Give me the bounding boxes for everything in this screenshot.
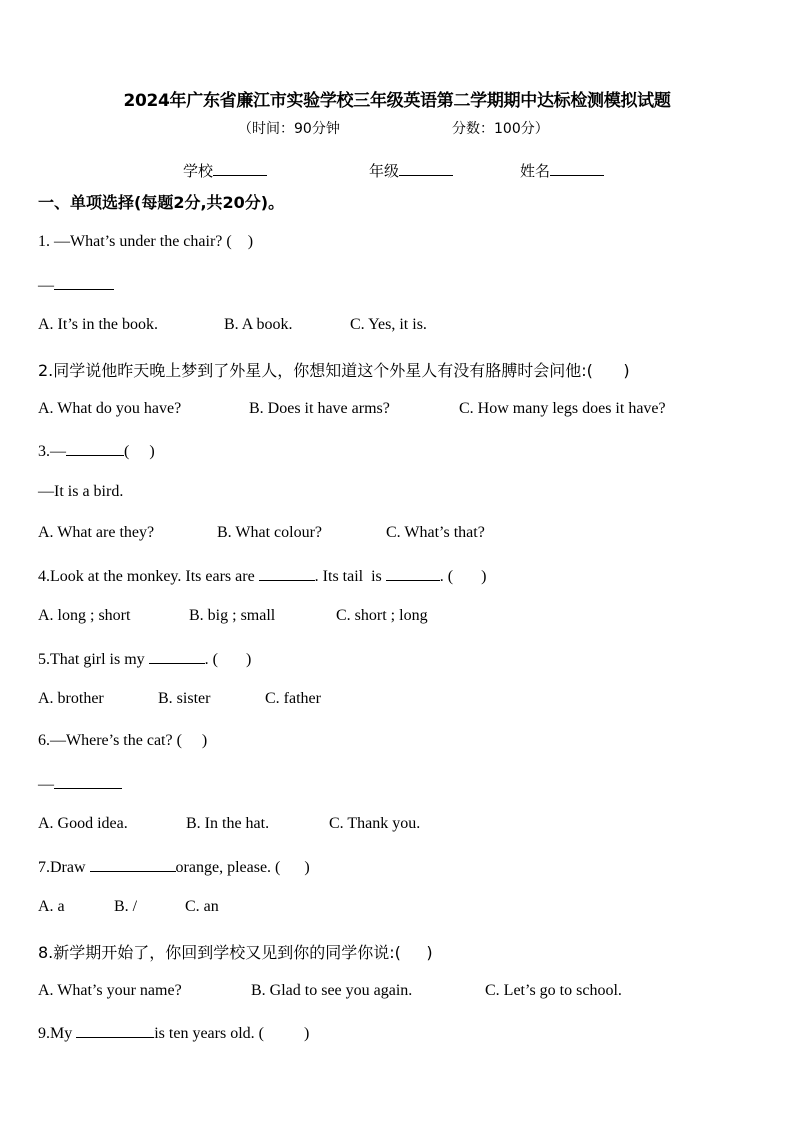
question-6: 6.—Where’s the cat? ( ) (38, 732, 208, 749)
school-field (183, 160, 267, 181)
option-4c: C. short ; long (336, 607, 428, 624)
option-7c: C. an (185, 898, 219, 915)
question-7-prefix: 7.Draw (38, 859, 90, 876)
question-6-dash: — (38, 776, 54, 793)
question-6-answer (38, 774, 122, 794)
name-blank (550, 161, 604, 176)
name-field (520, 160, 604, 181)
question-4-suffix: . ( ) (439, 568, 487, 585)
question-9-suffix: is ten years old. ( ) (154, 1025, 310, 1042)
grade-field (369, 160, 453, 181)
question-8: 8.新学期开始了，你回到学校又见到你的同学你说:( ) (38, 943, 433, 962)
question-3 (38, 441, 155, 461)
answer-blank (90, 857, 176, 872)
answer-blank (54, 275, 114, 290)
question-5-prefix: 5.That girl is my (38, 651, 149, 668)
question-4-mid: . Its tail is (314, 568, 386, 585)
page-title: 2024年广东省廉江市实验学校三年级英语第二学期期中达标检测模拟试题 (123, 91, 671, 111)
grade-blank (399, 161, 453, 176)
question-4 (38, 566, 486, 586)
question-7-suffix: orange, please. ( ) (175, 859, 310, 876)
option-1a: A. It’s in the book. (38, 316, 158, 333)
question-7 (38, 857, 310, 877)
option-3a: A. What are they? (38, 524, 155, 541)
question-1-answer (38, 275, 114, 295)
question-5-suffix: . ( ) (204, 651, 252, 668)
answer-blank (259, 566, 315, 581)
option-4b: B. big ; small (189, 607, 276, 624)
question-4-prefix: 4.Look at the monkey. Its ears are (38, 568, 259, 585)
exam-score: 分数：100分） (452, 121, 549, 137)
option-4a: A. long ; short (38, 607, 131, 624)
answer-blank (76, 1023, 154, 1038)
option-6b: B. In the hat. (186, 815, 270, 832)
question-9-prefix: 9.My (38, 1025, 77, 1042)
name-label: 姓名 (520, 162, 551, 180)
option-7a: A. a (38, 898, 65, 915)
school-label: 学校 (183, 162, 214, 180)
question-1: 1. —What’s under the chair? ( ) (38, 233, 254, 250)
option-1c: C. Yes, it is. (350, 316, 427, 333)
option-2c: C. How many legs does it have? (459, 400, 666, 417)
answer-blank (149, 649, 205, 664)
option-3c: C. What’s that? (386, 524, 485, 541)
option-2a: A. What do you have? (38, 400, 182, 417)
question-3-sub: —It is a bird. (38, 483, 124, 500)
option-8b: B. Glad to see you again. (251, 982, 413, 999)
question-2: 2.同学说他昨天晚上梦到了外星人，你想知道这个外星人有没有胳膊时会问他:( ) (38, 361, 630, 380)
option-8c: C. Let’s go to school. (485, 982, 622, 999)
question-1-dash: — (38, 277, 54, 294)
option-5b: B. sister (158, 690, 211, 707)
question-3-prefix: 3.— (38, 443, 66, 460)
option-2b: B. Does it have arms? (249, 400, 390, 417)
section-heading: 一、单项选择(每题2分,共20分)。 (38, 193, 285, 212)
option-3b: B. What colour? (217, 524, 323, 541)
answer-blank (54, 774, 122, 789)
option-5c: C. father (265, 690, 321, 707)
school-blank (213, 161, 267, 176)
question-3-suffix: ( ) (124, 443, 155, 460)
option-6a: A. Good idea. (38, 815, 128, 832)
question-5 (38, 649, 251, 669)
answer-blank (66, 441, 124, 456)
option-5a: A. brother (38, 690, 104, 707)
option-8a: A. What’s your name? (38, 982, 182, 999)
option-1b: B. A book. (224, 316, 293, 333)
exam-time: （时间：90分钟 (238, 121, 340, 137)
question-9 (38, 1023, 309, 1043)
answer-blank (386, 566, 440, 581)
option-7b: B. / (114, 898, 138, 915)
grade-label: 年级 (369, 162, 400, 180)
option-6c: C. Thank you. (329, 815, 421, 832)
